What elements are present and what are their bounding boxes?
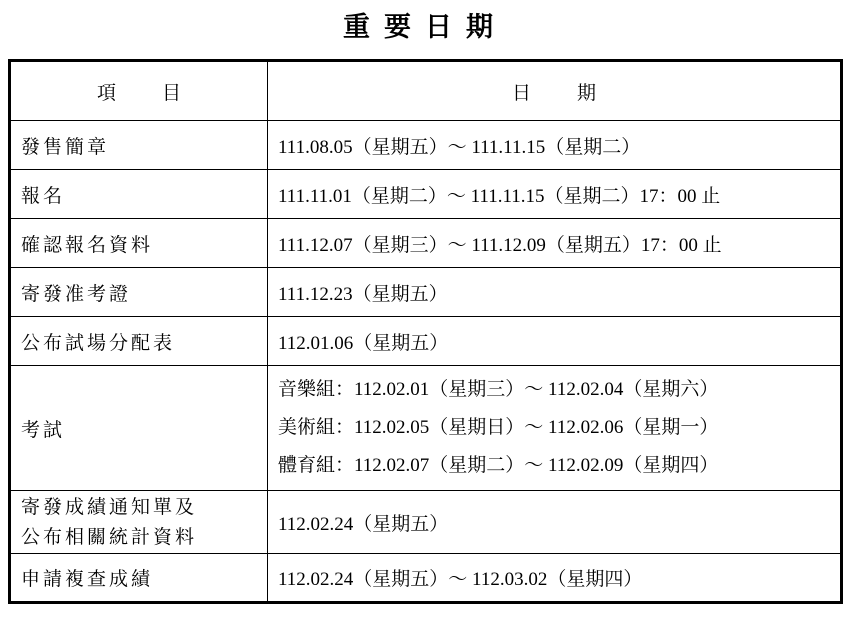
row-item: 考試	[10, 366, 268, 491]
row-item: 確認報名資料	[10, 219, 268, 268]
page-title: 重要日期	[343, 12, 507, 43]
row-date: 111.12.23（星期五）	[268, 268, 842, 317]
row-date-exam	[268, 366, 842, 491]
row-item: 寄發准考證	[10, 268, 268, 317]
row-date: 112.02.24（星期五）	[268, 491, 842, 554]
table-row	[10, 170, 842, 219]
row-item	[10, 491, 268, 554]
row-item: 發售簡章	[10, 121, 268, 170]
row-date: 111.12.07（星期三）～ 111.12.09（星期五）17：00 止	[268, 219, 842, 268]
row-item-line: 公布相關統計資料	[21, 526, 198, 548]
table-row	[10, 121, 842, 170]
exam-art-line: 美術組：112.02.05（星期日）～ 112.02.06（星期一）	[278, 417, 719, 438]
row-item-line: 寄發成績通知單及	[21, 496, 198, 518]
row-date: 112.01.06（星期五）	[268, 317, 842, 366]
exam-sports-line: 體育組：112.02.07（星期二）～ 112.02.09（星期四）	[278, 455, 719, 476]
row-item: 申請複查成績	[10, 554, 268, 603]
header-date: 日期	[268, 61, 842, 121]
important-dates-table	[8, 59, 843, 604]
row-item: 報名	[10, 170, 268, 219]
row-item: 公布試場分配表	[10, 317, 268, 366]
table-row-exam	[10, 366, 842, 491]
row-date: 111.11.01（星期二）～ 111.11.15（星期二）17：00 止	[268, 170, 842, 219]
row-date: 111.08.05（星期五）～ 111.11.15（星期二）	[268, 121, 842, 170]
table-row	[10, 554, 842, 603]
table-row-notice	[10, 491, 842, 554]
table-header-row	[10, 61, 842, 121]
table-row	[10, 268, 842, 317]
header-item: 項目	[10, 61, 268, 121]
row-date: 112.02.24（星期五）～ 112.03.02（星期四）	[268, 554, 842, 603]
exam-music-line: 音樂組：112.02.01（星期三）～ 112.02.04（星期六）	[278, 379, 719, 400]
table-row	[10, 317, 842, 366]
table-row	[10, 219, 842, 268]
